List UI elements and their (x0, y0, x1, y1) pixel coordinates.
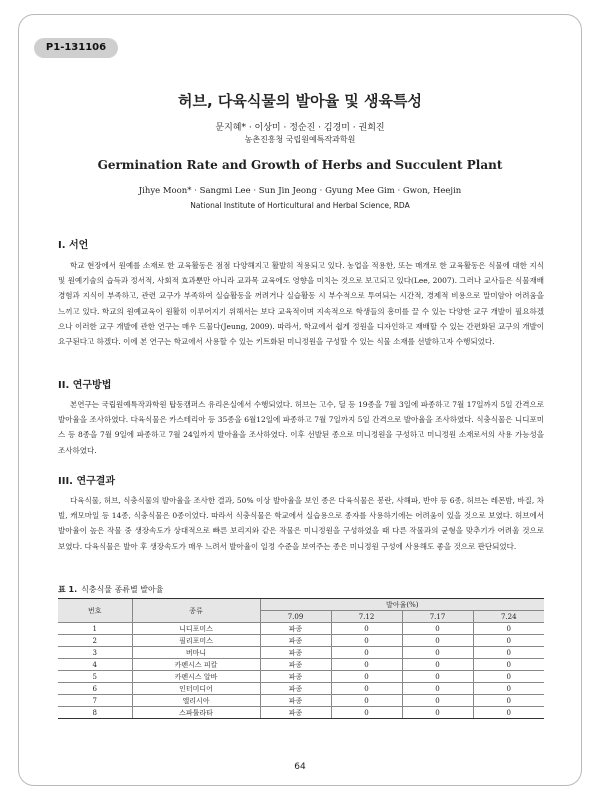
cell-rate: 0 (331, 635, 402, 647)
cell-rate: 0 (473, 695, 544, 707)
header-date: 7.17 (402, 611, 473, 623)
table-caption-label: 표 1. (58, 585, 78, 594)
table-row (58, 707, 544, 719)
table-row (58, 695, 544, 707)
cell-rate: 0 (473, 623, 544, 635)
cell-rate: 0 (402, 659, 473, 671)
cell-rate: 0 (331, 623, 402, 635)
header-date: 7.24 (473, 611, 544, 623)
authors-korean: 문지혜* · 이상미 · 정순진 · 김경미 · 권희진 (215, 123, 385, 133)
cell-rate: 0 (331, 695, 402, 707)
table-row (58, 635, 544, 647)
cell-number: 6 (58, 683, 132, 695)
cell-rate: 0 (473, 671, 544, 683)
table-row (58, 683, 544, 695)
germination-table (58, 598, 544, 719)
section-text-introduction: 학교 현장에서 원예를 소재로 한 교육활동은 점점 다양해지고 활발히 적용되고 있다. 농업을 적용한, 또는 매개로 한 교육활동은 식물에 대한 지식 및 원예기술의 습득과 정서적, 사회적 효과뿐만 아니라 교과목 교육에도 영향을 미치는 것으로 보고되고 있다(Lee, 2007). 그러나 교사들은 식물재배 경험과 지식이 부족하고, 관련 교구가 부족하여 실습활동을 꺼려거나 실습활동 시 부수적으로 투여되는 시간적, 경제적 비용으로 말미암아 어려움을 느끼고 있다. 학교의 원예교육이 원활히 이루어지기 위해서는 보다 교육적이며 지속적으로 학생들의 흥미를 끌 수 있는 다양한 교구 개발이 필요하겠으나 이러한 교구 개발에 관한 연구는 매우 드물다(Jeung, 2009). 따라서, 학교에서 쉽게 정원을 디자인하고 재배할 수 있는 간편화된 교구의 개발이 요구된다고 하겠다. 이에 본 연구는 학교에서 사용할 수 있는 키트화된 미니정원을 구성할 수 있는 식물 소재를 선발하고자 수행되었다. (58, 261, 544, 347)
title-korean: 허브, 다육식물의 발아율 및 생육특성 (178, 92, 422, 110)
table-row (58, 647, 544, 659)
header-germination-rate: 발아율(%) (260, 599, 544, 611)
header-date: 7.09 (260, 611, 331, 623)
header-number: 번호 (58, 599, 132, 623)
cell-rate: 0 (402, 647, 473, 659)
cell-number: 5 (58, 671, 132, 683)
table-caption-text: 식충식물 종류별 발아율 (81, 585, 164, 594)
header-species: 종류 (132, 599, 260, 623)
cell-rate: 파종 (260, 707, 331, 719)
table-row (58, 671, 544, 683)
cell-rate: 0 (331, 671, 402, 683)
cell-rate: 0 (473, 647, 544, 659)
cell-rate: 파종 (260, 683, 331, 695)
cell-rate: 0 (402, 695, 473, 707)
authors-english: Jihye Moon* · Sangmi Lee · Sun Jin Jeong · Gyung Mee Gim · Gwon, Heejin (138, 186, 462, 196)
cell-rate: 0 (473, 707, 544, 719)
cell-number: 1 (58, 623, 132, 635)
cell-rate: 0 (473, 635, 544, 647)
affiliation-english: National Institute of Horticultural and Herbal Science, RDA (190, 201, 410, 210)
title-english: Germination Rate and Growth of Herbs and Succulent Plant (97, 158, 503, 172)
cell-rate: 0 (331, 683, 402, 695)
cell-species: 인터미디어 (132, 683, 260, 695)
cell-rate: 0 (331, 707, 402, 719)
cell-number: 7 (58, 695, 132, 707)
section-heading-introduction: I. 서언 (58, 240, 89, 251)
cell-rate: 파종 (260, 635, 331, 647)
cell-rate: 0 (402, 671, 473, 683)
section-text-results: 다육식물, 허브, 식충식물의 발아율을 조사한 결과, 50% 이상 발아율을 보인 종은 다육식물은 봉란, 사해파, 반야 등 6종, 허브는 레몬밤, 바질, 차빌, 캐모마일 등 14종, 식충식물은 0종이었다. 따라서 식충식물은 학교에서 실습용으로 종자를 사용하기에는 어려움이 있을 것으로 보였다. 허브에서 발아율이 높은 작물 중 생장속도가 상대적으로 빠른 보리지와 같은 작물은 미니정원을 구성하였을 때 다른 작물과의 균형을 맞추기가 어려울 것으로 보였다. 다육식물은 발아 후 생장속도가 매우 느려서 발아율이 일정 수준을 보여주는 종은 미니정원 구성에 사용해도 좋을 것으로 판단되었다. (58, 496, 544, 551)
affiliation-korean: 농촌진흥청 국립원예특작과학원 (244, 135, 356, 144)
page-number: 64 (294, 762, 306, 772)
cell-rate: 0 (402, 683, 473, 695)
cell-species: 스파튤라타 (132, 707, 260, 719)
table-caption (58, 584, 164, 595)
cell-number: 2 (58, 635, 132, 647)
cell-rate: 파종 (260, 671, 331, 683)
cell-rate: 0 (402, 635, 473, 647)
cell-number: 3 (58, 647, 132, 659)
cell-rate: 파종 (260, 623, 331, 635)
cell-rate: 파종 (260, 695, 331, 707)
table-row (58, 659, 544, 671)
cell-rate: 0 (402, 707, 473, 719)
header-date: 7.12 (331, 611, 402, 623)
table-row (58, 623, 544, 635)
cell-species: 카펜시스 알바 (132, 671, 260, 683)
cell-rate: 0 (331, 659, 402, 671)
cell-rate: 0 (473, 659, 544, 671)
section-heading-methods: II. 연구방법 (58, 380, 112, 391)
cell-species: 버마니 (132, 647, 260, 659)
cell-rate: 0 (402, 623, 473, 635)
cell-rate: 파종 (260, 647, 331, 659)
cell-rate: 0 (331, 647, 402, 659)
section-text-methods: 본연구는 국립원예특작과학원 탑동캠퍼스 유리온실에서 수행되었다. 허브는 고수, 딜 등 19종을 7월 3일에 파종하고 7월 17일까지 5일 간격으로 발아율을 조사하였다. 다육식물은 카스테리아 등 35종을 6월12일에 파종하고 7월 7일까지 5일 간격으로 발아율을 조사하였다. 식충식물은 니디포미스 등 8종을 7월 9일에 파종하고 7월 24일까지 발아율을 조사하였다. 이후 선발된 종으로 미니정원을 구성하고 미니정원 소재로서의 사용 가능성을 조사하였다. (58, 400, 544, 455)
cell-species: 니디포미스 (132, 623, 260, 635)
section-heading-results: III. 연구결과 (58, 476, 116, 487)
cell-number: 8 (58, 707, 132, 719)
paper-id-badge: P1-131106 (34, 38, 118, 58)
cell-number: 4 (58, 659, 132, 671)
cell-species: 필리포미스 (132, 635, 260, 647)
cell-rate: 파종 (260, 659, 331, 671)
cell-species: 앨리시아 (132, 695, 260, 707)
cell-rate: 0 (473, 683, 544, 695)
cell-species: 카펜시스 피칼 (132, 659, 260, 671)
